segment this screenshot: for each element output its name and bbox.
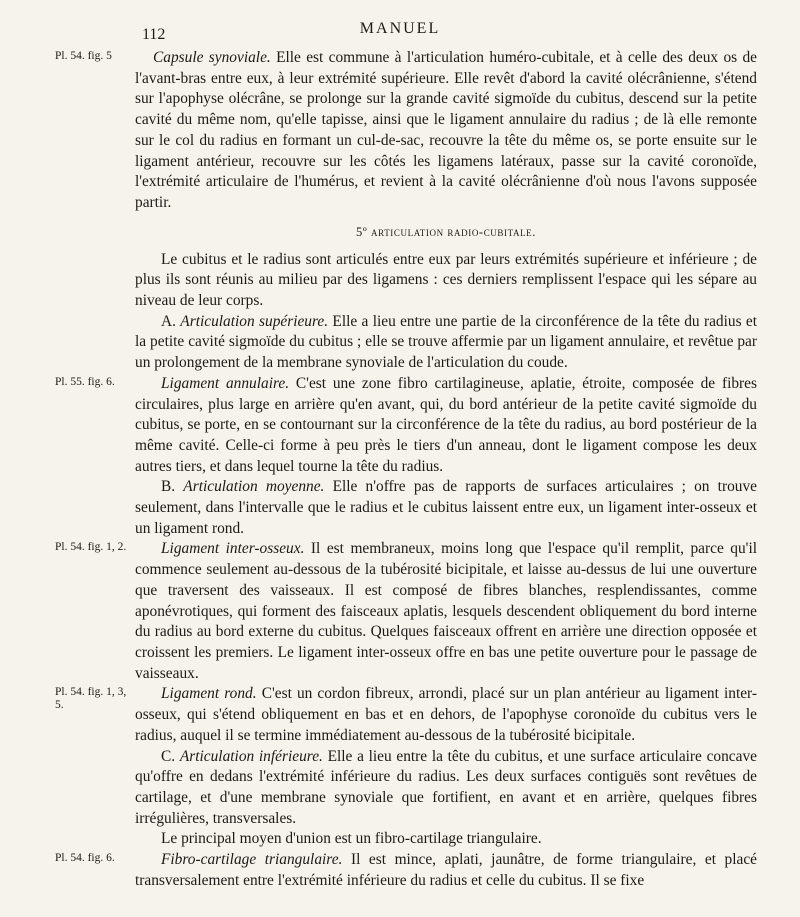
paragraph-ligament-inter-osseux — [55, 539, 757, 684]
paragraph-lead: Ligament rond. — [161, 685, 257, 703]
section-title: 5º articulation radio-cubitale. — [356, 224, 536, 239]
paragraph-ligament-annulaire — [55, 374, 757, 478]
paragraph-ligament-rond — [55, 684, 758, 746]
paragraph-text: Elle n'offre pas de rapports de surfaces articulaires ; on trouve seulement, dans l'intervalle que le radius et le cubitus laissent entre eux, un ligament inter-osseux et un ligament rond. — [135, 478, 757, 537]
margin-note: Pl. 54. fig. 6. — [55, 852, 115, 865]
paragraph-text: C'est un cordon fibreux, arrondi, placé sur un plan antérieur au ligament inter-osseux, qui s'étend obliquement en bas et en dehors, de l'apophyse coronoïde du cubitus vers le radius, auquel il se termine immédiatement au-dessous de la tubérosité bicipitale. — [135, 685, 758, 744]
margin-note: Pl. 54. fig. 1, 2. — [55, 541, 127, 554]
paragraph-lead: Articulation inférieure. — [179, 747, 323, 765]
paragraph-lead: Articulation moyenne. — [183, 478, 325, 496]
paragraph-text: Elle est commune à l'articulation huméro-cubitale, et à celle des deux os de l'avant-bras entre eux, à leur extrémité supérieure. Elle revêt d'abord la cavité olécrânienne, s'étend sur l'apophyse olécrâne, se prolonge sur la grande cavité sigmoïde du cubitus, descend sur la petite cavité du même nom, qu'elle tapisse, ainsi que le ligament annulaire du radius ; de là elle remonte sur le col du radius en formant un cul-de-sac, recouvre la tête du même os, se porte ensuite sur le ligament antérieur, recouvre sur les côtés les ligamens latéraux, passe sur la cavité coronoïde, l'extrémité articulaire de l'humérus, et revient à la cavité olécrânienne d'où nous l'avons supposée partir. — [135, 49, 758, 211]
paragraph-capsule-synoviale — [55, 48, 758, 214]
paragraph-articulation-superieure — [135, 312, 757, 374]
paragraph-intro — [135, 250, 757, 312]
margin-note: Pl. 54. fig. 1, 3, 5. — [55, 686, 127, 712]
running-title: MANUEL — [359, 20, 441, 37]
paragraph-text: Il est membraneux, moins long que l'espace qu'il remplit, parce qu'il commence seulement au-dessous de la tubérosité bicipitale, et laisse au-dessus de lui une ouverture que traversent des vaisseaux. Il est composé de fibres blanches, resplendissantes, comme aponévrotiques, qui forment des faisceaux aplatis, lesquels descendent obliquement du bord interne du radius au bord externe du cubitus. Quelques faisceaux offrent en arrière une direction opposée et croissent les premiers. Le ligament inter-osseux offre en bas une petite ouverture pour le passage de vaisseaux. — [135, 540, 757, 682]
paragraph-lead: Articulation supérieure. — [180, 312, 329, 330]
paragraph-text: Elle a lieu entre une partie de la circonférence de la tête du radius et la petite cavité sigmoïde du cubitus ; elle se trouve affermie par un ligament annulaire, et revêtue par un prolongement de la membrane synoviale de l'articulation du coude. — [135, 312, 757, 372]
paragraph-lead: Ligament annulaire. — [161, 374, 290, 392]
paragraph-moyen-union — [135, 829, 757, 850]
paragraph-articulation-moyenne — [135, 477, 757, 539]
paragraph-lead: Ligament inter-osseux. — [161, 540, 305, 558]
paragraph-text: Elle a lieu entre la tête du cubitus, et une surface articulaire concave qu'offre en dedans l'extrémité inférieure du radius. Les deux surfaces contiguës sont revêtues de cartilage, et d'une membrane synoviale que fortifient, en avant et en arrière, quelques fibres irrégulières, transversales. — [135, 747, 757, 827]
paragraph-lead: Fibro-cartilage triangulaire. — [161, 851, 343, 869]
margin-note: Pl. 54. fig. 5 — [55, 50, 112, 62]
margin-note: Pl. 55. fig. 6. — [55, 375, 115, 388]
paragraph-text: Il est mince, aplati, jaunâtre, de forme triangulaire, et placé transversalement entre l'extrémité inférieure du radius et celle du cubitus. Il se fixe — [135, 851, 757, 889]
paragraph-prefix: B. — [161, 478, 184, 496]
paragraph-articulation-inferieure — [135, 747, 757, 830]
paragraph-fibro-cartilage — [55, 850, 757, 891]
paragraph-prefix: A. — [161, 312, 181, 330]
page-number: 112 — [142, 26, 166, 43]
paragraph-prefix: C. — [161, 747, 180, 765]
paragraph-text: Le cubitus et le radius sont articulés entre eux par leurs extrémités supérieure et inférieure ; de plus ils sont réunis au milieu par des ligamens : ces derniers remplissent l'espace qui les sépare au niveau de leur corps. — [135, 250, 757, 310]
paragraph-lead: Capsule synoviale. — [153, 49, 271, 66]
page-body — [55, 48, 758, 891]
paragraph-text: C'est une zone fibro cartilagineuse, aplatie, étroite, composée de fibres circulaires, plus large en arrière qu'en avant, qui, du bord antérieur de la petite cavité sigmoïde du cubitus, se porte, en se contournant sur la circonférence de la tête du radius, au bord postérieur de la même cavité. Celle-ci forme à peu près le tiers d'un anneau, dont le ligament compose les deux autres tiers, et dans lequel tourne la tête du radius. — [135, 374, 757, 475]
paragraph-text: Le principal moyen d'union est un fibro-cartilage triangulaire. — [161, 830, 542, 848]
